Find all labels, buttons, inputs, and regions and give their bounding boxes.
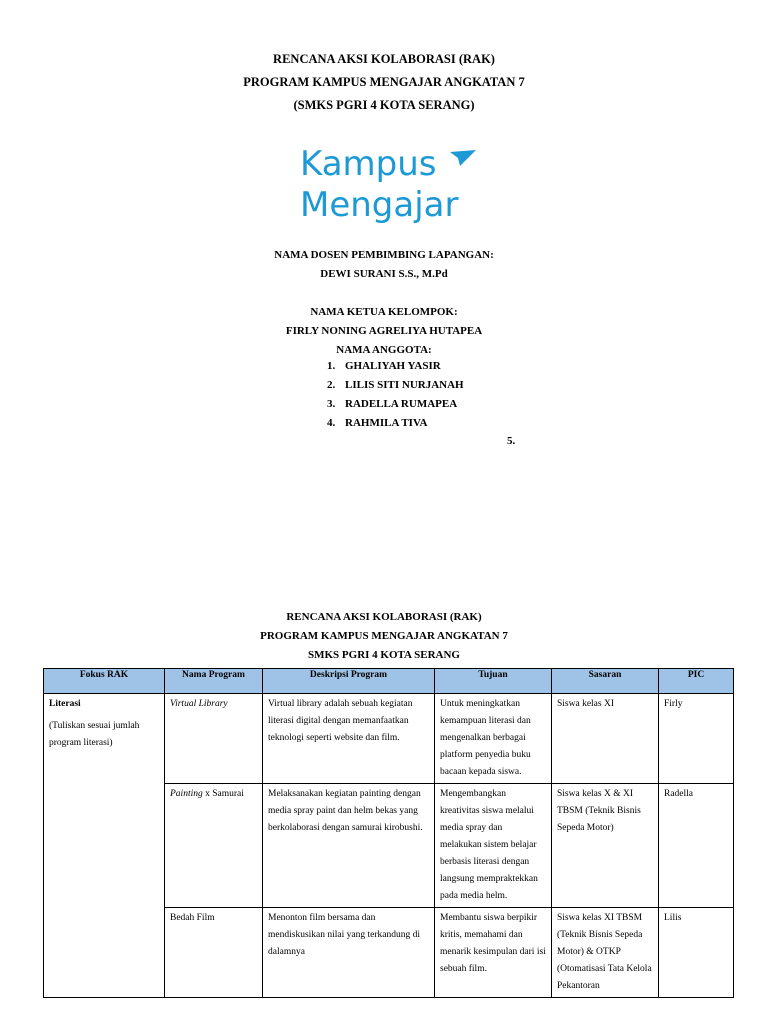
fokus-cell — [44, 694, 165, 998]
team-info — [0, 246, 768, 360]
paper-plane-icon — [450, 150, 476, 166]
program-cell: Virtual Library — [165, 694, 263, 784]
header-sasaran: Sasaran — [552, 669, 659, 694]
member-item: 3. RADELLA RUMAPEA — [327, 398, 458, 410]
pic-cell: Lilis — [659, 908, 734, 998]
document-title — [0, 48, 768, 117]
title-line-2: PROGRAM KAMPUS MENGAJAR ANGKATAN 7 — [243, 75, 525, 89]
dosen-name: DEWI SURANI S.S., M.Pd — [320, 268, 448, 280]
program-cell: Painting x Samurai — [165, 784, 263, 908]
table-title-line-1: RENCANA AKSI KOLABORASI (RAK) — [286, 611, 482, 623]
sasaran-cell: Siswa kelas XI — [552, 694, 659, 784]
table-title-line-2: PROGRAM KAMPUS MENGAJAR ANGKATAN 7 — [260, 630, 508, 642]
pic-cell: Firly — [659, 694, 734, 784]
member-item-empty: 5. — [507, 435, 516, 447]
deskripsi-cell: Melaksanakan kegiatan painting dengan media spray paint dan helm bekas yang berkolaborasi dengan samurai kirobushi. — [263, 784, 435, 908]
deskripsi-cell: Virtual library adalah sebuah kegiatan literasi digital dengan memanfaatkan teknologi seperti website dan film. — [263, 694, 435, 784]
pic-cell: Radella — [659, 784, 734, 908]
anggota-label: NAMA ANGGOTA: — [336, 344, 432, 356]
program-cell: Bedah Film — [165, 908, 263, 998]
table-header-row — [44, 669, 734, 694]
sasaran-cell: Siswa kelas XI TBSM (Teknik Bisnis Sepeda Motor) & OTKP (Otomatisasi Tata Kelola Pekantoran — [552, 908, 659, 998]
table-row — [44, 694, 734, 784]
fokus-note: (Tuliskan sesuai jumlah program literasi) — [49, 721, 140, 748]
deskripsi-cell: Menonton film bersama dan mendiskusikan nilai yang terkandung di dalamnya — [263, 908, 435, 998]
header-tujuan: Tujuan — [435, 669, 552, 694]
kampus-mengajar-logo — [298, 144, 478, 224]
member-item: 2. LILIS SITI NURJANAH — [327, 379, 464, 391]
header-fokus: Fokus RAK — [44, 669, 165, 694]
tujuan-cell: Untuk meningkatkan kemampuan literasi dan mengenalkan berbagai platform penyedia buku bacaan kepada siswa. — [435, 694, 552, 784]
header-nama-program: Nama Program — [165, 669, 263, 694]
logo-word-2: Mengajar — [300, 185, 459, 224]
sasaran-cell: Siswa kelas X & XI TBSM (Teknik Bisnis Sepeda Motor) — [552, 784, 659, 908]
header-deskripsi: Deskripsi Program — [263, 669, 435, 694]
dosen-label: NAMA DOSEN PEMBIMBING LAPANGAN: — [274, 249, 494, 261]
header-pic: PIC — [659, 669, 734, 694]
table-title — [0, 608, 768, 665]
tujuan-cell: Mengembangkan kreativitas siswa melalui media spray dan melakukan sistem belajar berbasis literasi dengan langsung mempraktekkan pada media helm. — [435, 784, 552, 908]
tujuan-cell: Membantu siswa berpikir kritis, memahami dan menarik kesimpulan dari isi sebuah film. — [435, 908, 552, 998]
ketua-name: FIRLY NONING AGRELIYA HUTAPEA — [285, 325, 483, 337]
member-list — [327, 357, 464, 433]
fokus-title: Literasi — [49, 699, 81, 709]
ketua-label: NAMA KETUA KELOMPOK: — [310, 306, 458, 318]
rak-table — [43, 668, 734, 998]
member-item: 1. GHALIYAH YASIR — [327, 360, 441, 372]
logo-word-1: Kampus — [300, 144, 437, 184]
table-title-line-3: SMKS PGRI 4 KOTA SERANG — [308, 649, 460, 661]
title-line-1: RENCANA AKSI KOLABORASI (RAK) — [273, 52, 495, 66]
title-line-3: (SMKS PGRI 4 KOTA SERANG) — [293, 98, 475, 112]
member-item: 4. RAHMILA TIVA — [327, 417, 428, 429]
